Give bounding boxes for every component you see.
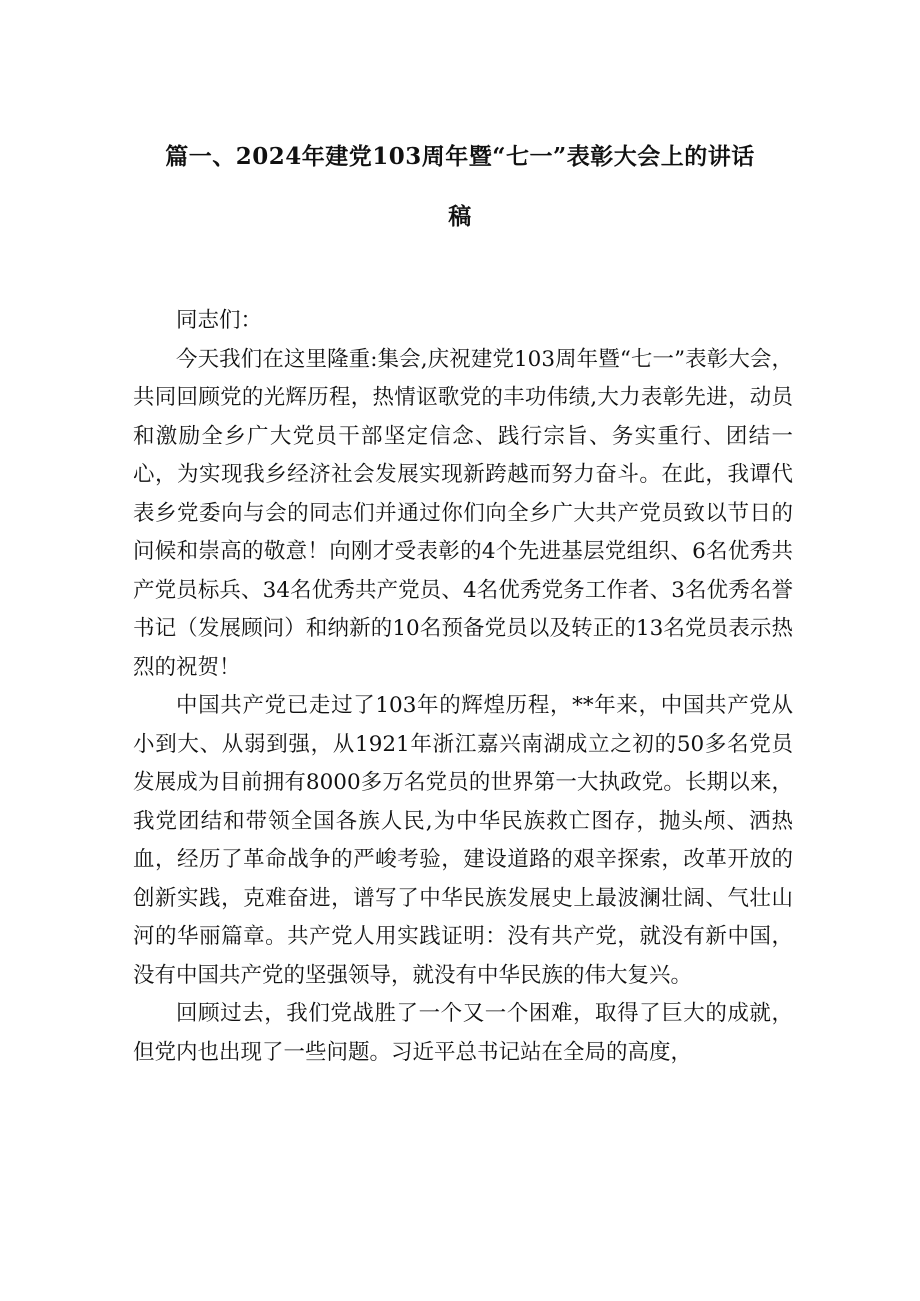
paragraph-2: 中国共产党已走过了103年的辉煌历程，**年来，中国共产党从小到大、从弱到强，从1921年浙江嘉兴南湖成立之初的50多名党员发展成为目前拥有8000多万名党员的世界第一大执政党。长期以来，我党团结和带领全国各族人民,为中华民族救亡图存，抛头颅、洒热血，经历了革命战争的严峻考验，建设道路的艰辛探索，改革开放的创新实践，克难奋进，谱写了中华民族发展史上最波澜壮阔、气壮山河的华丽篇章。共产党人用实践证明：没有共产党，就没有新中国，没有中国共产党的坚强领导，就没有中华民族的伟大复兴。 [133,693,793,988]
document-body [133,302,793,1072]
paragraph-1: 今天我们在这里隆重:集会,庆祝建党103周年暨“七一”表彰大会，共同回顾党的光辉历程，热情讴歌党的丰功伟绩,大力表彰先进，动员和激励全乡广大党员干部坚定信念、践行宗旨、务实重行、团结一心，为实现我乡经济社会发展实现新跨越而努力奋斗。在此，我谭代表乡党委向与会的同志们并通过你们向全乡广大共产党员致以节日的问候和崇高的敬意！向刚才受表彰的4个先进基层党组织、6名优秀共产党员标兵、34名优秀共产党员、4名优秀党务工作者、3名优秀名誉书记（发展顾问）和纳新的10名预备党员以及转正的13名党员表示热烈的祝贺！ [133,346,794,680]
document-title-line-2: 稿 [448,203,472,230]
paragraph-3: 回顾过去，我们党战胜了一个又一个困难，取得了巨大的成就，但党内也出现了一些问题。习近平总书记站在全局的高度， [133,1001,793,1065]
document-title-line-1: 篇一、2024年建党103周年暨“七一”表彰大会上的讲话 [165,143,755,170]
salutation: 同志们： [176,308,263,333]
